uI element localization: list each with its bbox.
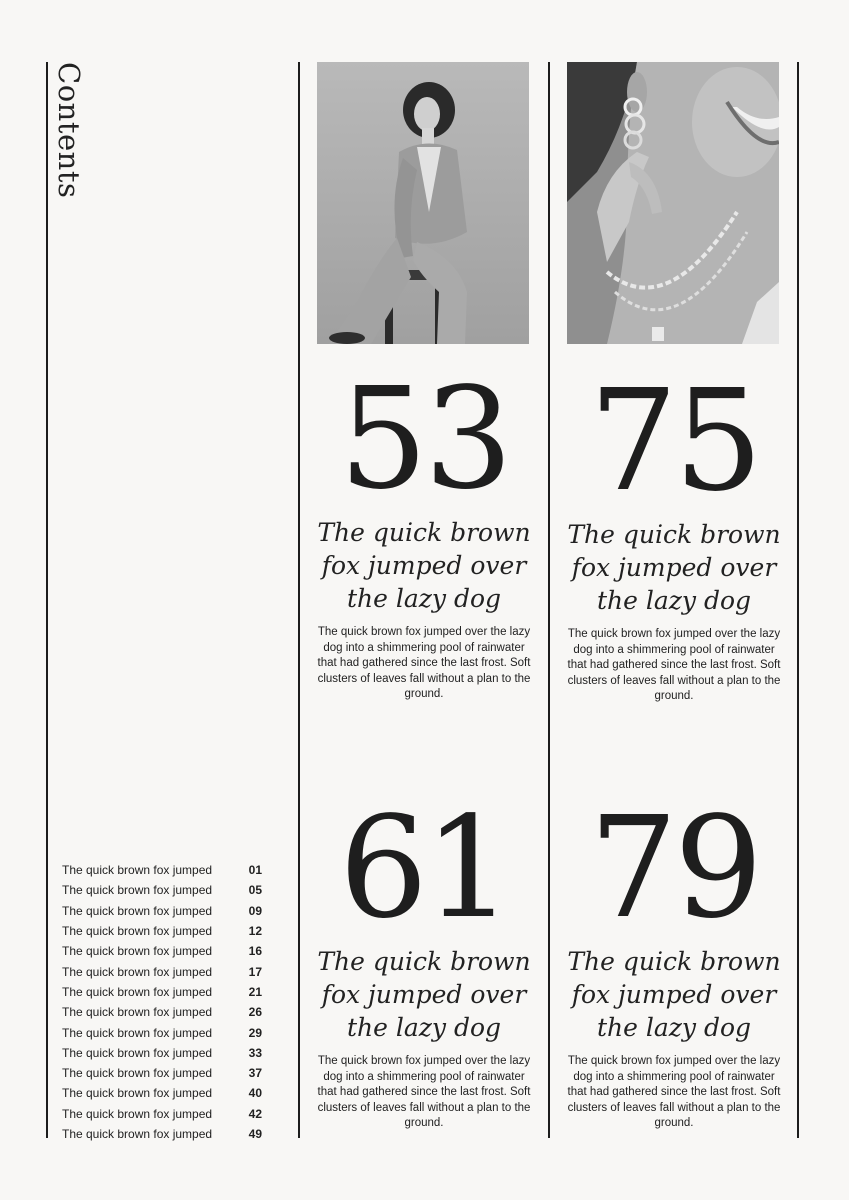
- article-card: [308, 358, 540, 703]
- toc-item-label: The quick brown fox jumped: [62, 984, 213, 999]
- toc-item[interactable]: [62, 860, 262, 880]
- column-rule-mid-left: [298, 62, 300, 1138]
- article-body: The quick brown fox jumped over the lazy dog into a shimmering pool of rainwater that had gathered since the last frost. Soft clusters of leaves fall without a plan to the ground.: [567, 628, 781, 703]
- fashion-model-suit-photo: [317, 62, 529, 344]
- fashion-model-suit-illustration: [317, 62, 529, 344]
- toc-item-label: The quick brown fox jumped: [62, 1066, 213, 1081]
- toc-item[interactable]: [62, 982, 262, 1002]
- toc-item[interactable]: [62, 1043, 262, 1063]
- toc-item-page: 16: [248, 944, 262, 959]
- toc-item[interactable]: [62, 880, 262, 900]
- toc-item-page: 26: [248, 1005, 262, 1020]
- toc-item-page: 33: [248, 1045, 262, 1060]
- article-card: [558, 787, 790, 1132]
- toc-item[interactable]: [62, 1104, 262, 1124]
- toc-item-page: 42: [248, 1106, 262, 1121]
- toc-item-label: The quick brown fox jumped: [62, 1086, 213, 1101]
- article-page-number: 53: [338, 358, 510, 521]
- article-headline[interactable]: The quick brown fox jumped over the lazy dog: [317, 518, 531, 613]
- toc-item-page: 49: [248, 1127, 262, 1141]
- article-body: The quick brown fox jumped over the lazy dog into a shimmering pool of rainwater that had gathered since the last frost. Soft clusters of leaves fall without a plan to the ground.: [317, 1055, 531, 1130]
- toc-item-page: 40: [248, 1086, 262, 1101]
- toc-item-page: 29: [248, 1025, 262, 1040]
- earring-necklace-portrait-photo: [567, 62, 779, 344]
- toc-item-label: The quick brown fox jumped: [62, 883, 213, 898]
- article-card: [308, 787, 540, 1132]
- toc-item-label: The quick brown fox jumped: [62, 944, 213, 959]
- toc-item-label: The quick brown fox jumped: [62, 964, 213, 979]
- article-headline[interactable]: The quick brown fox jumped over the lazy dog: [317, 947, 531, 1042]
- article-card: [558, 360, 790, 705]
- toc-list: [62, 860, 262, 1144]
- column-rule-mid-right: [548, 62, 550, 1138]
- article-page-number: 61: [338, 787, 510, 950]
- earring-portrait-illustration: [567, 62, 779, 344]
- toc-item-page: 05: [248, 883, 262, 898]
- column-rule-right: [797, 62, 799, 1138]
- toc-item[interactable]: [62, 901, 262, 921]
- toc-item-page: 21: [248, 984, 262, 999]
- toc-item[interactable]: [62, 1124, 262, 1144]
- toc-item[interactable]: [62, 941, 262, 961]
- toc-item[interactable]: [62, 1022, 262, 1042]
- article-body: The quick brown fox jumped over the lazy dog into a shimmering pool of rainwater that had gathered since the last frost. Soft clusters of leaves fall without a plan to the ground.: [317, 626, 531, 701]
- toc-item-page: 12: [248, 924, 262, 939]
- toc-item[interactable]: [62, 1083, 262, 1103]
- column-rule-left: [46, 62, 48, 1138]
- toc-item[interactable]: [62, 921, 262, 941]
- toc-item-label: The quick brown fox jumped: [62, 1025, 213, 1040]
- article-headline[interactable]: The quick brown fox jumped over the lazy dog: [567, 947, 781, 1042]
- toc-item-label: The quick brown fox jumped: [62, 903, 213, 918]
- toc-item[interactable]: [62, 961, 262, 981]
- article-page-number: 75: [588, 360, 760, 523]
- article-body: The quick brown fox jumped over the lazy dog into a shimmering pool of rainwater that had gathered since the last frost. Soft clusters of leaves fall without a plan to the ground.: [567, 1055, 781, 1130]
- toc-item-label: The quick brown fox jumped: [62, 863, 213, 878]
- toc-item-page: 09: [248, 903, 262, 918]
- toc-item-page: 01: [248, 863, 262, 878]
- toc-item-label: The quick brown fox jumped: [62, 1127, 213, 1141]
- toc-item-label: The quick brown fox jumped: [62, 1005, 213, 1020]
- toc-item[interactable]: [62, 1063, 262, 1083]
- toc-item-label: The quick brown fox jumped: [62, 924, 213, 939]
- toc-item-page: 37: [248, 1066, 262, 1081]
- article-page-number: 79: [588, 787, 760, 950]
- article-headline[interactable]: The quick brown fox jumped over the lazy dog: [567, 520, 781, 615]
- toc-item-label: The quick brown fox jumped: [62, 1106, 213, 1121]
- toc-item-label: The quick brown fox jumped: [62, 1045, 213, 1060]
- contents-title: Contents: [52, 62, 86, 199]
- toc-item-page: 17: [248, 964, 262, 979]
- toc-item[interactable]: [62, 1002, 262, 1022]
